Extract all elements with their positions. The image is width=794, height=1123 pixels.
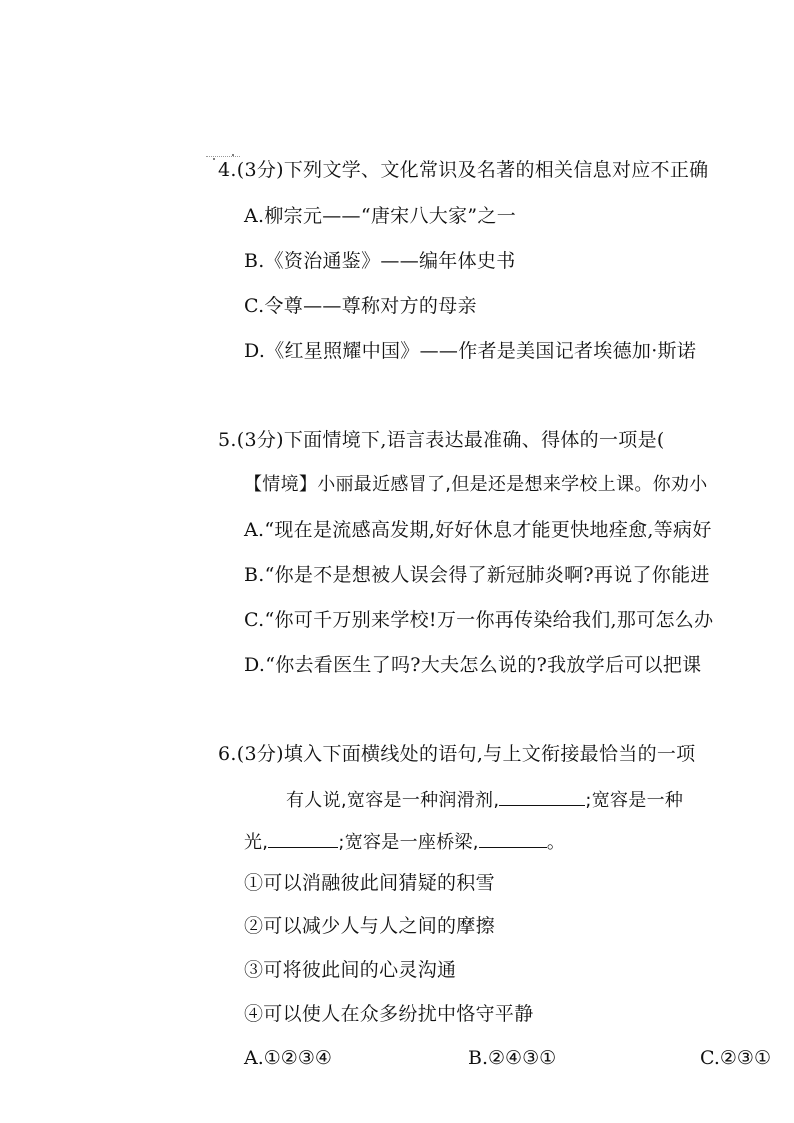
fill-blank: [479, 829, 547, 848]
question-6-item-2: ②可以减少人与人之间的摩擦: [244, 915, 495, 937]
passage-text: ;宽容是一座桥梁,: [338, 832, 479, 853]
fill-blank: [499, 787, 585, 806]
passage-text: 光,: [244, 832, 269, 853]
question-6-item-4: ④可以使人在众多纷扰中恪守平静: [244, 1003, 534, 1025]
question-6-item-3: ③可将彼此间的心灵沟通: [244, 959, 457, 981]
scan-dot: [213, 158, 215, 160]
question-4-option-a: A.柳宗元——“唐宋八大家”之一: [244, 205, 516, 227]
question-6-passage-line-1: [286, 787, 683, 813]
passage-text: 有人说,宽容是一种润滑剂,: [286, 790, 500, 811]
question-4-option-c: C.令尊——尊称对方的母亲: [244, 295, 477, 317]
fill-blank: [268, 829, 338, 848]
scan-dot: [232, 154, 234, 156]
question-5-stem: 5.(3分)下面情境下,语言表达最准确、得体的一项是(: [218, 429, 665, 451]
question-4-option-d: D.《红星照耀中国》——作者是美国记者埃德加·斯诺: [244, 340, 697, 362]
passage-text: ;宽容是一种: [585, 790, 684, 811]
question-5-context: 【情境】小丽最近感冒了,但是还是想来学校上课。你劝小: [244, 474, 708, 495]
question-6-passage-line-2: [244, 829, 565, 855]
question-6-choice-c: C.②③①: [700, 1047, 771, 1069]
question-4-option-b: B.《资治通鉴》——编年体史书: [244, 250, 516, 272]
question-5-option-d: D.“你去看医生了吗?大夫怎么说的?我放学后可以把课: [244, 654, 702, 676]
question-6-choice-b: B.②④③①: [468, 1047, 557, 1069]
question-5-option-a: A.“现在是流感高发期,好好休息才能更快地痊愈,等病好: [244, 519, 712, 541]
question-6-choice-a: A.①②③④: [244, 1047, 332, 1069]
question-6-stem: 6.(3分)填入下面横线处的语句,与上文衔接最恰当的一项: [218, 743, 696, 765]
question-5-option-b: B.“你是不是想被人误会得了新冠肺炎啊?再说了你能进: [244, 564, 710, 586]
question-6-item-1: ①可以消融彼此间猜疑的积雪: [244, 872, 495, 894]
passage-text: 。: [546, 832, 566, 853]
question-4-stem: 4.(3分)下列文学、文化常识及名著的相关信息对应不正确: [218, 159, 709, 181]
question-5-option-c: C.“你可千万别来学校!万一你再传染给我们,那可怎么办: [244, 609, 714, 631]
